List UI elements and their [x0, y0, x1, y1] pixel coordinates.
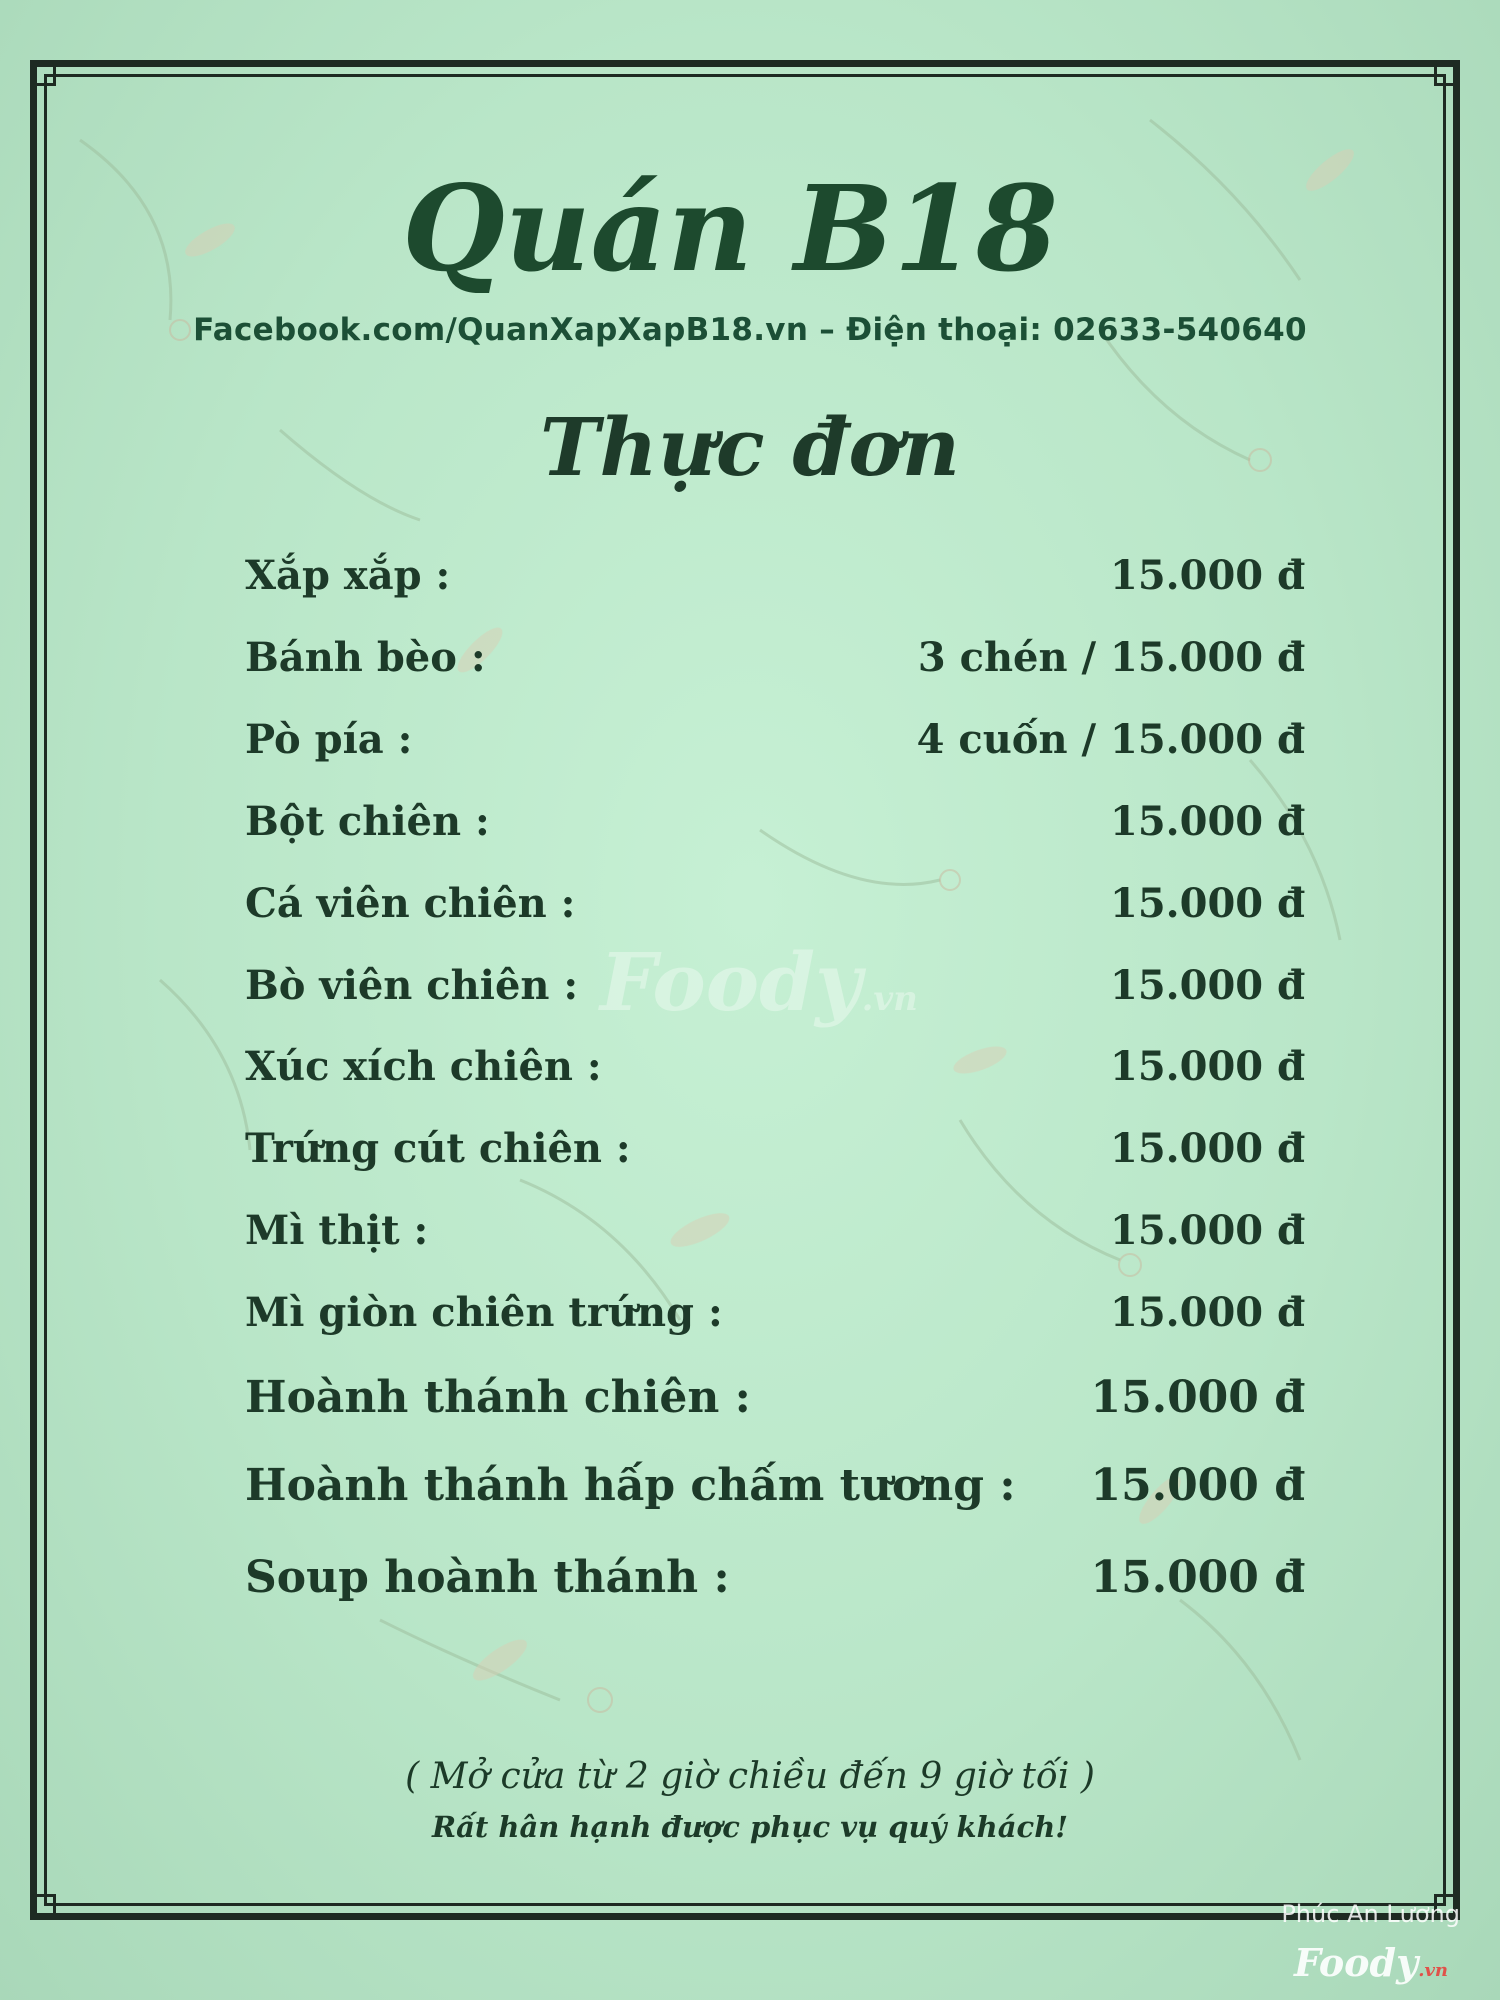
frame-corner [30, 1894, 56, 1920]
item-name: Trứng cút chiên : [245, 1125, 631, 1172]
item-price: 15.000 đ [1110, 798, 1305, 845]
contact-info: Facebook.com/QuanXapXapB18.vn – Điện thoại: 02633-540640 [193, 312, 1307, 348]
item-price: 15.000 đ [1110, 1125, 1305, 1172]
item-price: 15.000 đ [1090, 1460, 1305, 1511]
photo-author: Phúc An Lương [1281, 1900, 1460, 1928]
menu-item [245, 880, 1305, 940]
item-price: 15.000 đ [1110, 1207, 1305, 1254]
restaurant-name: Quán B18 [402, 159, 1058, 298]
item-name: Cá viên chiên : [245, 880, 576, 927]
menu-item [245, 1289, 1305, 1349]
menu-item [245, 1460, 1305, 1520]
menu-item [245, 552, 1305, 612]
item-price: 3 chén / 15.000 đ [917, 634, 1305, 681]
item-price: 15.000 đ [1090, 1552, 1305, 1603]
item-price: 15.000 đ [1090, 1372, 1305, 1423]
item-price: 15.000 đ [1110, 880, 1305, 927]
item-name: Bánh bèo : [245, 634, 486, 681]
item-price: 4 cuốn / 15.000 đ [916, 716, 1305, 763]
menu-item [245, 1552, 1305, 1612]
opening-hours: ( Mở cửa từ 2 giờ chiều đến 9 giờ tối ) [405, 1756, 1095, 1797]
menu-item [245, 1125, 1305, 1185]
item-name: Bò viên chiên : [245, 962, 579, 1009]
menu-item [245, 1372, 1305, 1432]
item-name: Soup hoành thánh : [245, 1552, 730, 1603]
thank-you-note: Rất hân hạnh được phục vụ quý khách! [431, 1810, 1069, 1844]
restaurant-logo [380, 150, 1080, 310]
item-name: Mì thịt : [245, 1207, 429, 1254]
brand-suffix: .vn [1418, 1960, 1448, 1981]
center-watermark [600, 935, 918, 1029]
frame-corner [1434, 60, 1460, 86]
item-name: Mì giòn chiên trứng : [245, 1289, 723, 1336]
item-name: Hoành thánh chiên : [245, 1372, 751, 1423]
item-name: Hoành thánh hấp chấm tương : [245, 1460, 1016, 1511]
item-price: 15.000 đ [1110, 962, 1305, 1009]
brand-text: Foody [1293, 1940, 1419, 1985]
menu-item [245, 716, 1305, 776]
menu-item [245, 1207, 1305, 1267]
menu-item [245, 1043, 1305, 1103]
watermark-text: Foody [600, 935, 862, 1029]
item-price: 15.000 đ [1110, 552, 1305, 599]
brand-watermark [1294, 1940, 1448, 1985]
item-name: Pò pía : [245, 716, 413, 763]
item-name: Xúc xích chiên : [245, 1043, 602, 1090]
menu-heading: Thực đơn [540, 400, 960, 494]
frame-corner [30, 60, 56, 86]
item-price: 15.000 đ [1110, 1289, 1305, 1336]
item-name: Bột chiên : [245, 798, 490, 845]
item-name: Xắp xắp : [245, 552, 451, 599]
menu-item [245, 634, 1305, 694]
watermark-suffix: .vn [861, 979, 918, 1019]
menu-item [245, 798, 1305, 858]
item-price: 15.000 đ [1110, 1043, 1305, 1090]
